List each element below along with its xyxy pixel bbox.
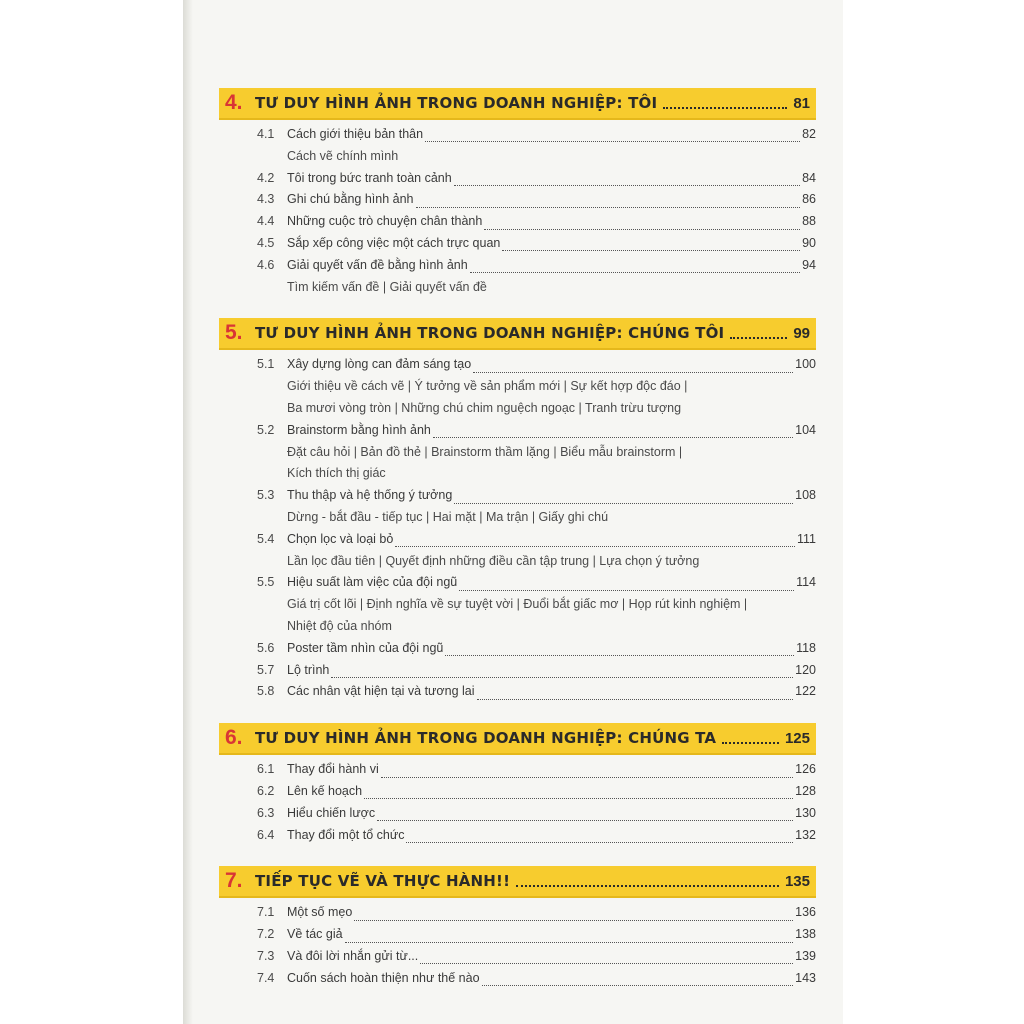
toc-entry bbox=[219, 485, 816, 507]
section-title: TƯ DUY HÌNH ẢNH TRONG DOANH NGHIỆP: CHÚNG TÔI bbox=[255, 324, 725, 343]
toc-section bbox=[219, 723, 816, 846]
entry-page-number: 88 bbox=[802, 214, 816, 229]
entry-page-number: 86 bbox=[802, 192, 816, 207]
entry-title: Lộ trình bbox=[287, 662, 330, 677]
dot-leader bbox=[502, 240, 800, 251]
entry-title: Brainstorm bằng hình ảnh bbox=[287, 422, 431, 437]
section-page-number: 99 bbox=[793, 324, 810, 342]
dot-leader bbox=[381, 767, 793, 778]
dot-leader bbox=[484, 219, 800, 230]
entry-number: 6.3 bbox=[257, 805, 275, 820]
section-title: TƯ DUY HÌNH ẢNH TRONG DOANH NGHIỆP: TÔI bbox=[255, 94, 658, 112]
entry-title: Ghi chú bằng hình ảnh bbox=[287, 192, 414, 207]
entry-title: Cách giới thiệu bản thân bbox=[287, 127, 424, 141]
section-header bbox=[219, 88, 816, 120]
entry-page-number: 100 bbox=[795, 357, 816, 372]
toc-entry bbox=[219, 759, 816, 781]
section-header bbox=[219, 723, 816, 755]
dot-leader bbox=[473, 362, 793, 373]
entry-page-number: 111 bbox=[796, 531, 816, 546]
entry-subtopics: Lần lọc đầu tiên | Quyết định những điều cần tập trung | Lựa chọn ý tưởng bbox=[287, 553, 700, 568]
section-header bbox=[219, 866, 816, 898]
entry-title: Cuốn sách hoàn thiện như thế nào bbox=[287, 970, 480, 985]
entry-number: 7.1 bbox=[257, 905, 275, 920]
toc-entry bbox=[219, 233, 816, 255]
entry-number: 5.2 bbox=[257, 422, 275, 437]
entry-title: Lên kế hoạch bbox=[287, 783, 363, 798]
entry-title: Các nhân vật hiện tại và tương lai bbox=[287, 684, 475, 699]
toc-entry bbox=[219, 825, 816, 847]
entry-title: Những cuộc trò chuyện chân thành bbox=[287, 214, 483, 229]
toc-entry bbox=[219, 638, 816, 660]
toc-entry bbox=[219, 124, 816, 146]
entry-page-number: 104 bbox=[795, 422, 816, 437]
toc-entry bbox=[219, 803, 816, 825]
section-title: TƯ DUY HÌNH ẢNH TRONG DOANH NGHIỆP: CHÚNG TA bbox=[255, 729, 717, 748]
entry-title: Sắp xếp công việc một cách trực quan bbox=[287, 235, 501, 250]
entry-page-number: 136 bbox=[795, 905, 816, 920]
entry-subtopics: Giá trị cốt lõi | Định nghĩa về sự tuyệt vời | Đuổi bắt giấc mơ | Họp rút kinh nghiệm | bbox=[287, 597, 748, 612]
entry-subtopics: Dừng - bắt đầu - tiếp tục | Hai mặt | Ma trận | Giấy ghi chú bbox=[287, 509, 609, 524]
dot-leader bbox=[477, 689, 794, 700]
entry-number: 7.2 bbox=[257, 927, 275, 942]
entry-page-number: 108 bbox=[795, 488, 816, 503]
dot-leader bbox=[331, 667, 793, 678]
section-entries bbox=[219, 354, 816, 703]
toc-entry bbox=[219, 420, 816, 442]
section-page-number: 81 bbox=[793, 94, 810, 112]
dot-leader bbox=[406, 832, 793, 843]
entry-title: Thu thập và hệ thống ý tưởng bbox=[287, 488, 453, 503]
entry-page-number: 126 bbox=[795, 762, 816, 777]
entry-page-number: 130 bbox=[795, 805, 816, 820]
toc-entry bbox=[219, 168, 816, 190]
section-header bbox=[219, 318, 816, 350]
section-entries bbox=[219, 902, 816, 989]
entry-page-number: 118 bbox=[796, 640, 816, 655]
entry-page-number: 84 bbox=[802, 170, 816, 185]
entry-title: Xây dựng lòng can đảm sáng tạo bbox=[287, 357, 472, 372]
dot-leader bbox=[482, 975, 794, 986]
entry-page-number: 82 bbox=[802, 127, 816, 141]
toc-entry bbox=[219, 189, 816, 211]
section-number: 4. bbox=[225, 91, 243, 114]
entry-number: 6.4 bbox=[257, 827, 275, 842]
entry-subtopics: Nhiệt độ của nhóm bbox=[287, 618, 392, 633]
entry-title: Thay đổi một tổ chức bbox=[287, 827, 405, 842]
entry-title: Một số mẹo bbox=[287, 905, 353, 920]
entry-title: Chọn lọc và loại bỏ bbox=[287, 531, 394, 546]
entry-number: 5.5 bbox=[257, 575, 275, 590]
entry-subtopics: Đặt câu hỏi | Bản đồ thẻ | Brainstorm thầm lặng | Biểu mẫu brainstorm | bbox=[287, 444, 683, 459]
entry-title: Poster tầm nhìn của đội ngũ bbox=[287, 640, 444, 655]
entry-title: Tôi trong bức tranh toàn cảnh bbox=[287, 170, 452, 185]
dot-leader bbox=[663, 93, 787, 109]
entry-page-number: 122 bbox=[795, 684, 816, 699]
toc-entry bbox=[219, 354, 816, 376]
entry-number: 4.2 bbox=[257, 170, 275, 185]
entry-number: 6.2 bbox=[257, 783, 275, 798]
dot-leader bbox=[395, 536, 795, 547]
dot-leader bbox=[425, 131, 800, 142]
section-title: TIẾP TỤC VẼ VÀ THỰC HÀNH!! bbox=[255, 872, 511, 891]
entry-page-number: 90 bbox=[802, 235, 816, 250]
section-page-number: 135 bbox=[784, 872, 810, 890]
entry-page-number: 132 bbox=[795, 827, 816, 842]
dot-leader bbox=[516, 871, 779, 887]
dot-leader bbox=[354, 910, 793, 921]
section-entries bbox=[219, 124, 816, 298]
entry-number: 6.1 bbox=[257, 762, 275, 777]
dot-leader bbox=[445, 645, 794, 656]
toc-entry bbox=[219, 902, 816, 924]
entry-title: Thay đổi hành vi bbox=[287, 762, 379, 777]
entry-page-number: 139 bbox=[795, 948, 816, 963]
entry-number: 5.8 bbox=[257, 684, 275, 699]
entry-number: 4.3 bbox=[257, 192, 275, 207]
entry-page-number: 128 bbox=[795, 783, 816, 798]
entry-subtopics: Ba mươi vòng tròn | Những chú chim nguệch ngoạc | Tranh trừu tượng bbox=[287, 400, 682, 415]
entry-subtopics: Kích thích thị giác bbox=[287, 466, 386, 481]
toc-entry bbox=[219, 781, 816, 803]
entry-subtopics: Giới thiệu về cách vẽ | Ý tưởng về sản phẩm mới | Sự kết hợp độc đáo | bbox=[287, 379, 688, 394]
dot-leader bbox=[345, 932, 794, 943]
toc-entry bbox=[219, 572, 816, 594]
toc-entry bbox=[219, 529, 816, 551]
section-number: 6. bbox=[225, 726, 243, 750]
dot-leader bbox=[364, 788, 793, 799]
dot-leader bbox=[459, 580, 794, 591]
toc-section bbox=[219, 318, 816, 703]
entry-number: 5.3 bbox=[257, 488, 275, 503]
entry-title: Hiệu suất làm việc của đội ngũ bbox=[287, 575, 458, 590]
toc-entry bbox=[219, 946, 816, 968]
entry-page-number: 94 bbox=[802, 257, 816, 272]
entry-page-number: 114 bbox=[796, 575, 816, 590]
table-of-contents bbox=[219, 88, 816, 1010]
toc-entry bbox=[219, 255, 816, 277]
toc-section bbox=[219, 88, 816, 298]
entry-number: 5.6 bbox=[257, 640, 275, 655]
toc-entry bbox=[219, 968, 816, 990]
toc-entry bbox=[219, 681, 816, 703]
section-number: 7. bbox=[225, 869, 243, 893]
dot-leader bbox=[433, 427, 793, 438]
section-number: 5. bbox=[225, 321, 243, 345]
entry-number: 5.1 bbox=[257, 357, 275, 372]
toc-entry bbox=[219, 660, 816, 682]
section-page-number: 125 bbox=[784, 729, 810, 747]
toc-entry bbox=[219, 211, 816, 233]
dot-leader bbox=[377, 810, 793, 821]
entry-page-number: 138 bbox=[795, 927, 816, 942]
toc-entry bbox=[219, 924, 816, 946]
entry-subtopics: Cách vẽ chính mình bbox=[287, 148, 399, 163]
entry-page-number: 120 bbox=[795, 662, 816, 677]
entry-number: 4.6 bbox=[257, 257, 275, 272]
entry-number: 4.4 bbox=[257, 214, 275, 229]
entry-title: Về tác giả bbox=[287, 927, 343, 942]
dot-leader bbox=[722, 728, 779, 744]
entry-title: Giải quyết vấn đề bằng hình ảnh bbox=[287, 257, 468, 272]
entry-page-number: 143 bbox=[795, 970, 816, 985]
entry-number: 4.5 bbox=[257, 235, 275, 250]
dot-leader bbox=[416, 197, 801, 208]
entry-number: 7.4 bbox=[257, 970, 275, 985]
entry-title: Hiểu chiến lược bbox=[287, 805, 376, 820]
entry-title: Và đôi lời nhắn gửi từ... bbox=[287, 948, 419, 963]
dot-leader bbox=[470, 262, 800, 273]
dot-leader bbox=[420, 953, 793, 964]
section-entries bbox=[219, 759, 816, 846]
entry-number: 7.3 bbox=[257, 948, 275, 963]
toc-section bbox=[219, 866, 816, 989]
dot-leader bbox=[454, 493, 793, 504]
entry-subtopics: Tìm kiếm vấn đề | Giải quyết vấn đề bbox=[287, 279, 487, 294]
entry-number: 5.4 bbox=[257, 531, 275, 546]
dot-leader bbox=[454, 175, 800, 186]
dot-leader bbox=[730, 323, 787, 339]
entry-number: 5.7 bbox=[257, 662, 275, 677]
entry-number: 4.1 bbox=[257, 127, 275, 141]
